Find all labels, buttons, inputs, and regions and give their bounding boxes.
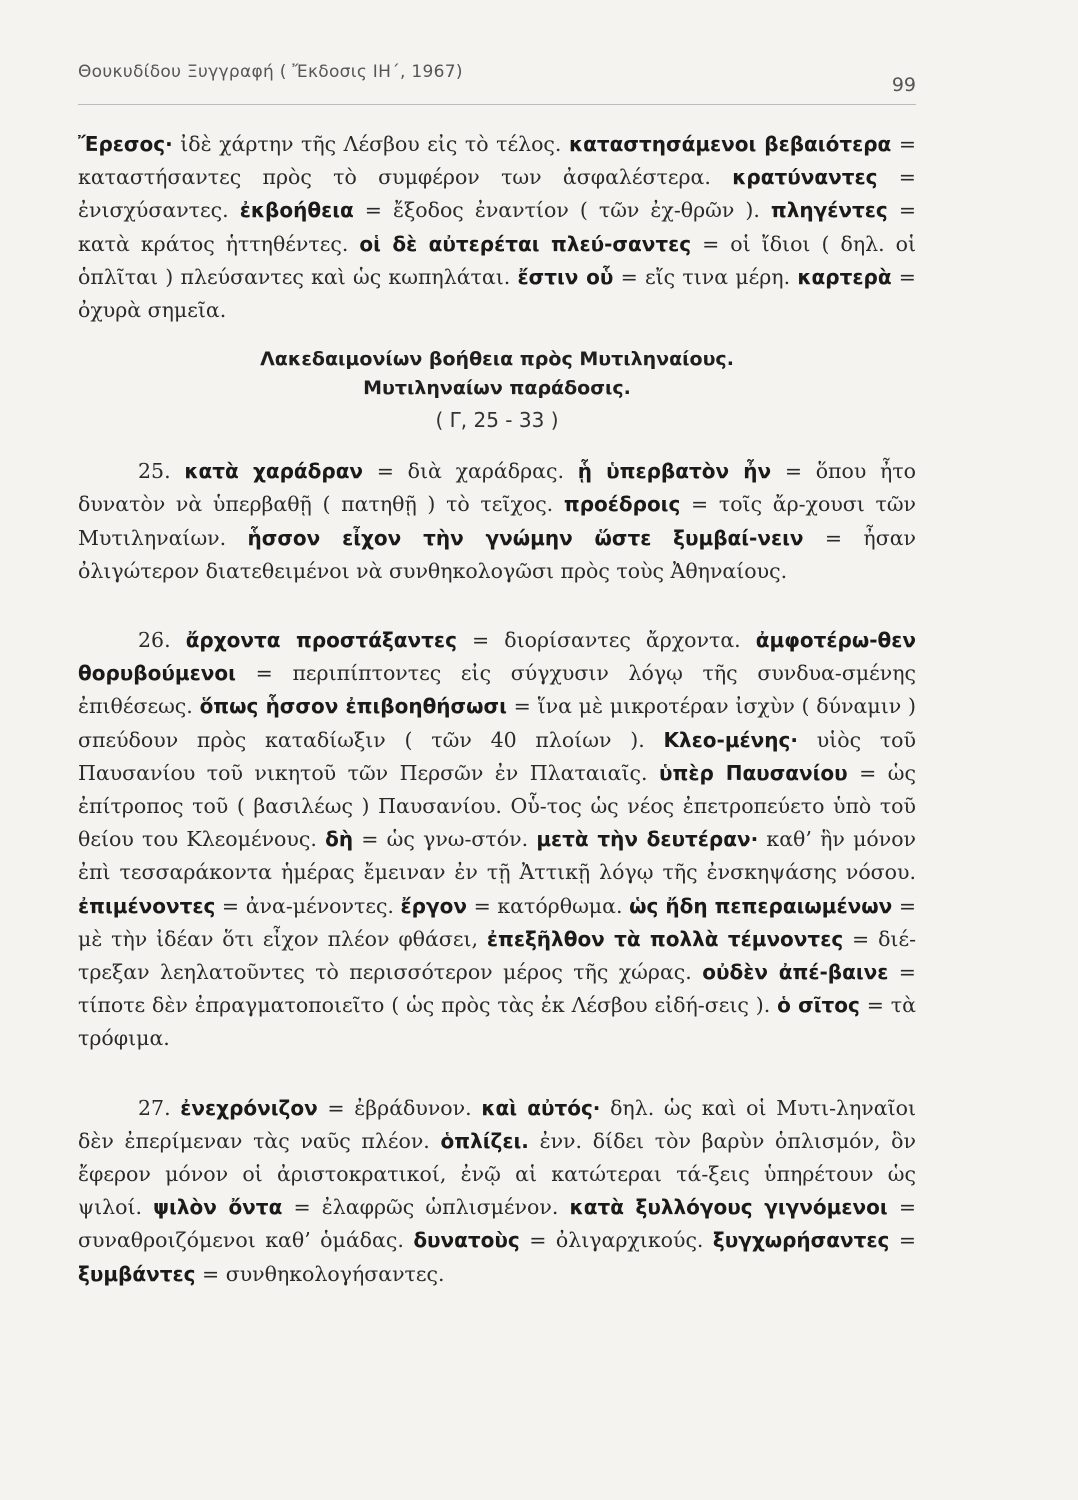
paragraph-number: 27.: [138, 1095, 181, 1120]
gloss: = ὡς ἐπίτροπος τοῦ ( βασιλέως ) Παυσανίου. Οὗ-τος ὡς νέος ἐπετροπεύετο ὑπὸ τοῦ θείου του Κλεομένους.: [78, 760, 916, 852]
lemma: ἄρχοντα προστάξαντες: [185, 628, 457, 653]
lemma: ὑπὲρ Παυσανίου: [659, 760, 848, 785]
lemma: Κλεο-μένης·: [663, 727, 798, 752]
gloss: = ὡς γνω-στόν.: [353, 827, 537, 852]
gloss: = συνθηκολογήσαντες.: [195, 1261, 445, 1286]
lemma: δυνατοὺς: [413, 1228, 520, 1253]
paragraph-27: [78, 1092, 916, 1291]
gloss: ἐνν. δίδει τὸν βαρὺν ὁπλισμόν, ὃν ἔφερον μόνον οἱ ἀριστοκρατικοί, ἐνῷ αἱ κατώτεραι τά-ξεις ὑπηρέτουν ὡς ψιλοί.: [78, 1128, 916, 1220]
section-heading: [78, 345, 916, 437]
gloss: = ὀλιγαρχικούς.: [519, 1228, 713, 1253]
header-rule: [78, 104, 916, 105]
paragraph-26: [78, 624, 916, 1056]
paragraph-number: 26.: [138, 628, 186, 653]
lemma: κρατύναντες: [732, 165, 878, 190]
gloss: ἰδὲ χάρτην τῆς Λέσβου εἰς τὸ τέλος.: [172, 132, 569, 156]
gloss: =: [889, 1228, 916, 1253]
gloss: = περιπίπτοντες εἰς σύγχυσιν λόγῳ τῆς συνδυα-σμένης ἐπιθέσεως.: [78, 661, 916, 719]
gloss: = ἀνα-μένοντες.: [215, 893, 401, 918]
gloss: = τοῖς ἄρ-χουσι τῶν Μυτιληναίων.: [78, 492, 917, 550]
lemma: ἐπιμένοντες: [78, 893, 216, 918]
lemma: ὅπως ἧσσον ἐπιβοηθήσωσι: [199, 694, 507, 719]
paragraph-25: [78, 455, 916, 588]
lemma: ξυγχωρήσαντες: [712, 1228, 890, 1253]
gloss: = εἴς τινα μέρη.: [613, 264, 798, 289]
gloss: = κατόρθωμα.: [466, 893, 630, 918]
gloss: = διέ-τρεξαν λεηλατοῦντες τὸ περισσότερον μέρος τῆς χώρας.: [78, 926, 916, 985]
lemma: ἔργον: [400, 893, 467, 918]
lemma: οἱ δὲ αὐτερέται πλεύ-σαντες: [359, 231, 692, 256]
lemma: ἐνεχρόνιζον: [180, 1095, 318, 1120]
lemma: καρτερὰ: [797, 264, 892, 289]
running-title: Θουκυδίδου Ξυγγραφή ( Ἔκδοσις ΙΗ΄, 1967): [78, 62, 463, 82]
lemma: καὶ αὐτός·: [481, 1095, 601, 1120]
gloss: = ἐλαφρῶς ὡπλισμένον.: [282, 1195, 570, 1220]
gloss: δηλ. ὡς καὶ οἱ Μυτι-ληναῖοι δὲν ἐπερίμεναν τὰς ναῦς πλέον.: [78, 1095, 916, 1153]
section-subtitle: Μυτιληναίων παράδοσις.: [363, 377, 631, 400]
lemma: κατὰ ξυλλόγους γιγνόμενοι: [569, 1195, 888, 1220]
gloss: = τίποτε δὲν ἐπραγματοποιεῖτο ( ὡς πρὸς τὰς ἐκ Λέσβου εἰδή-σεις ).: [78, 960, 916, 1018]
lemma: ὡς ἤδη πεπεραιωμένων: [629, 893, 893, 918]
gloss: = τὰ τρόφιμα.: [78, 993, 916, 1051]
paragraph-number: 25.: [138, 459, 185, 484]
gloss: καθ’ ἣν μόνον ἐπὶ τεσσαράκοντα ἡμέρας ἔμειναν ἐν τῇ Ἀττικῇ λόγῳ τῆς ἐνσκηψάσης νόσου.: [78, 827, 917, 885]
lemma: ψιλὸν ὄντα: [153, 1195, 283, 1220]
gloss: = οἱ ἴδιοι ( δηλ. οἱ ὁπλῖται ) πλεύσαντες καὶ ὡς κωπηλάται.: [78, 231, 916, 289]
lemma: ὁ σῖτος: [777, 993, 860, 1018]
gloss: = καταστήσαντες πρὸς τὸ συμφέρον των ἀσφαλέστερα.: [78, 132, 916, 190]
lemma: ἧσσον εἶχον τὴν γνώμην ὥστε ξυμβαί-νειν: [247, 525, 804, 550]
lemma: οὐδὲν ἀπέ-βαινε: [702, 960, 889, 985]
gloss: = διὰ χαράδρας.: [363, 459, 578, 484]
gloss: = ἔξοδος ἐναντίον ( τῶν ἐχ-θρῶν ).: [353, 198, 771, 223]
lemma: ἔστιν οὗ: [517, 264, 614, 289]
lemma: καταστησάμενοι βεβαιότερα: [568, 132, 892, 156]
gloss: = κατὰ κράτος ἡττηθέντες.: [78, 198, 916, 256]
lemma: ἐκβοήθεια: [239, 198, 354, 223]
gloss: = συναθροιζόμενοι καθ’ ὁμάδας.: [78, 1195, 917, 1253]
gloss: = ὀχυρὰ σημεῖα.: [78, 264, 916, 323]
lemma: πληγέντες: [770, 198, 888, 223]
page-body: [78, 128, 916, 1291]
section-reference: ( Γ, 25 - 33 ): [435, 408, 559, 433]
gloss: = διορίσαντες ἄρχοντα.: [456, 628, 756, 653]
lemma: ὁπλίζει.: [440, 1128, 529, 1153]
lemma: ᾗ ὑπερβατὸν ἦν: [577, 459, 772, 484]
lemma: κατὰ χαράδραν: [184, 459, 364, 484]
gloss: υἱὸς τοῦ Παυσανίου τοῦ νικητοῦ τῶν Περσῶν ἐν Πλαταιαῖς.: [78, 727, 916, 785]
section-title: Λακεδαιμονίων βοήθεια πρὸς Μυτιληναίους.: [260, 348, 734, 371]
gloss: = ἦσαν ὀλιγώτερον διατεθειμένοι νὰ συνθηκολογῶσι πρὸς τοὺς Ἀθηναίους.: [78, 525, 917, 583]
lemma: Ἔρεσος·: [78, 132, 173, 156]
lemma: ξυμβάντες: [78, 1261, 196, 1286]
gloss: = ἐβράδυνον.: [317, 1095, 482, 1120]
page-number: 99: [891, 74, 916, 96]
gloss: = ἵνα μὲ μικροτέραν ἰσχὺν ( δύναμιν ) σπεύδουν πρὸς καταδίωξιν ( τῶν 40 πλοίων ).: [78, 694, 916, 752]
lemma: προέδροις: [563, 492, 681, 517]
lemma: ἀμφοτέρω-θεν θορυβούμενοι: [78, 628, 916, 686]
lemma: ἐπεξῆλθον τὰ πολλὰ τέμνοντες: [486, 926, 844, 951]
intro-paragraph: [78, 128, 916, 327]
lemma: μετὰ τὴν δευτέραν·: [536, 827, 759, 852]
gloss: = μὲ τὴν ἰδέαν ὅτι εἶχον πλέον φθάσει,: [78, 893, 917, 951]
gloss: = ὅπου ἦτο δυνατὸν νὰ ὑπερβαθῇ ( πατηθῇ ) τὸ τεῖχος.: [78, 459, 917, 517]
gloss: = ἐνισχύσαντες.: [78, 165, 916, 223]
lemma: δὴ: [325, 827, 354, 852]
